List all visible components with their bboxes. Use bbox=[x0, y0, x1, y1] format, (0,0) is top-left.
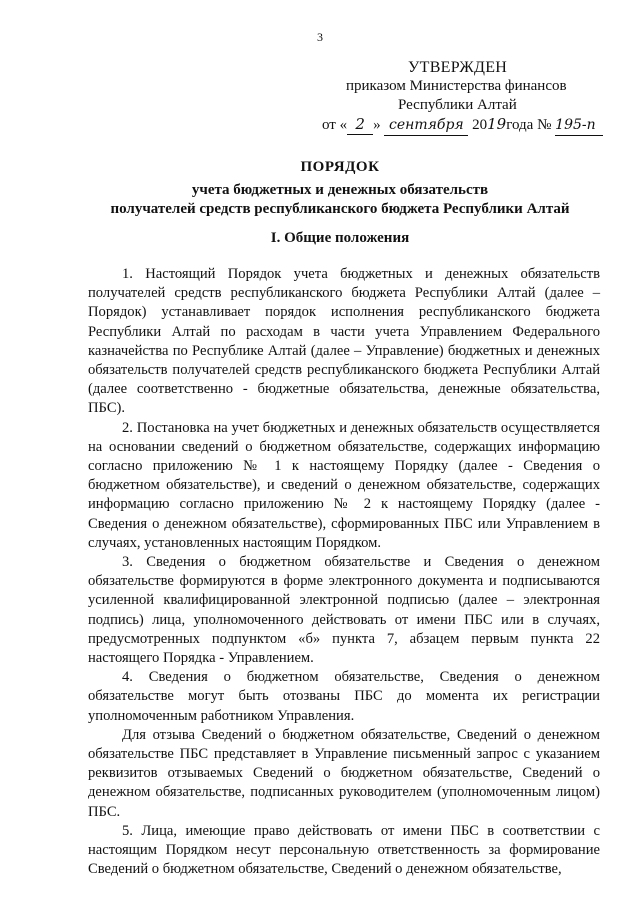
body-text bbox=[88, 265, 600, 880]
paragraph-5: 5. Лица, имеющие право действовать от имени ПБС в соответствии с настоящим Порядком несут персональную ответственность за формирование Сведений о бюджетном обязательстве, Сведений о денежном обязательстве, bbox=[88, 822, 600, 878]
paragraph-4: 4. Сведения о бюджетном обязательстве, Сведения о денежном обязательстве могут быть отозваны ПБС до момента их регистрации уполномоченным работником Управления. bbox=[88, 669, 600, 724]
approval-stamp bbox=[300, 58, 600, 136]
approval-region: Республики Алтай bbox=[398, 97, 517, 113]
year-prefix: 20 bbox=[472, 117, 488, 133]
date-close: » bbox=[373, 117, 381, 133]
handwritten-month: сентября bbox=[384, 116, 468, 136]
paragraph-4-continued: Для отзыва Сведений о бюджетном обязательстве, Сведений о денежном обязательстве ПБС представляет в Управление письменный запрос с указанием реквизитов отзываемых Сведений о бюджетном обязательстве, Сведений о денежном обязательстве, подписанных руководителем (уполномоченным лицом) ПБС. bbox=[88, 726, 600, 820]
title-line-2: учета бюджетных и денежных обязательств bbox=[191, 182, 489, 198]
date-prefix: от « bbox=[322, 117, 348, 133]
page-number: 3 bbox=[317, 30, 323, 44]
paragraph-1: 1. Настоящий Порядок учета бюджетных и денежных обязательств получателей средств республиканского бюджета Республики Алтай (далее – Порядок) устанавливает порядок исполнения республиканского бюджета Республики Алтай по расходам в части учета Управлением Федерального казначейства по Республике Алтай (далее – Управление) бюджетных и денежных обязательств получателей средств республиканского бюджета Республики Алтай (далее соответственно - бюджетные обязательства, денежные обязательства, ПБС). bbox=[88, 266, 600, 417]
paragraph-3: 3. Сведения о бюджетном обязательстве и Сведения о денежном обязательстве формируются в форме электронного документа и подписываются усиленной квалифицированной электронной подписью (далее – электронная подпись) лица, уполномоченного действовать от имени ПБС или в случаях, предусмотренных подпунктом «б» пункта 7, абзацем первым пункта 22 настоящего Порядка - Управлением. bbox=[88, 554, 600, 667]
approval-date-line bbox=[322, 115, 600, 136]
approval-issuer: приказом Министерства финансов bbox=[346, 78, 567, 94]
title-main: ПОРЯДОК bbox=[300, 159, 380, 175]
approval-title: УТВЕРЖДЕН bbox=[408, 59, 508, 76]
handwritten-order-number: 195-п bbox=[555, 116, 603, 136]
handwritten-year: 19 bbox=[487, 115, 507, 133]
section-heading: I. Общие положения bbox=[270, 230, 410, 246]
document-title bbox=[80, 158, 600, 219]
year-word: года № bbox=[506, 117, 552, 133]
title-line-3: получателей средств республиканского бюджета Республики Алтай bbox=[110, 201, 570, 217]
handwritten-day: 2 bbox=[347, 115, 373, 135]
paragraph-2: 2. Постановка на учет бюджетных и денежных обязательств осуществляется на основании сведений о бюджетном обязательстве, содержащих информацию согласно приложению № 1 к настоящему Порядку (далее - Сведения о бюджетном обязательстве), и сведений о денежном обязательстве, содержащих информацию согласно приложению № 2 к настоящему Порядку (далее - Сведения о денежном обязательстве), сформированных ПБС или Управлением в случаях, установленных настоящим Порядком. bbox=[88, 419, 600, 551]
